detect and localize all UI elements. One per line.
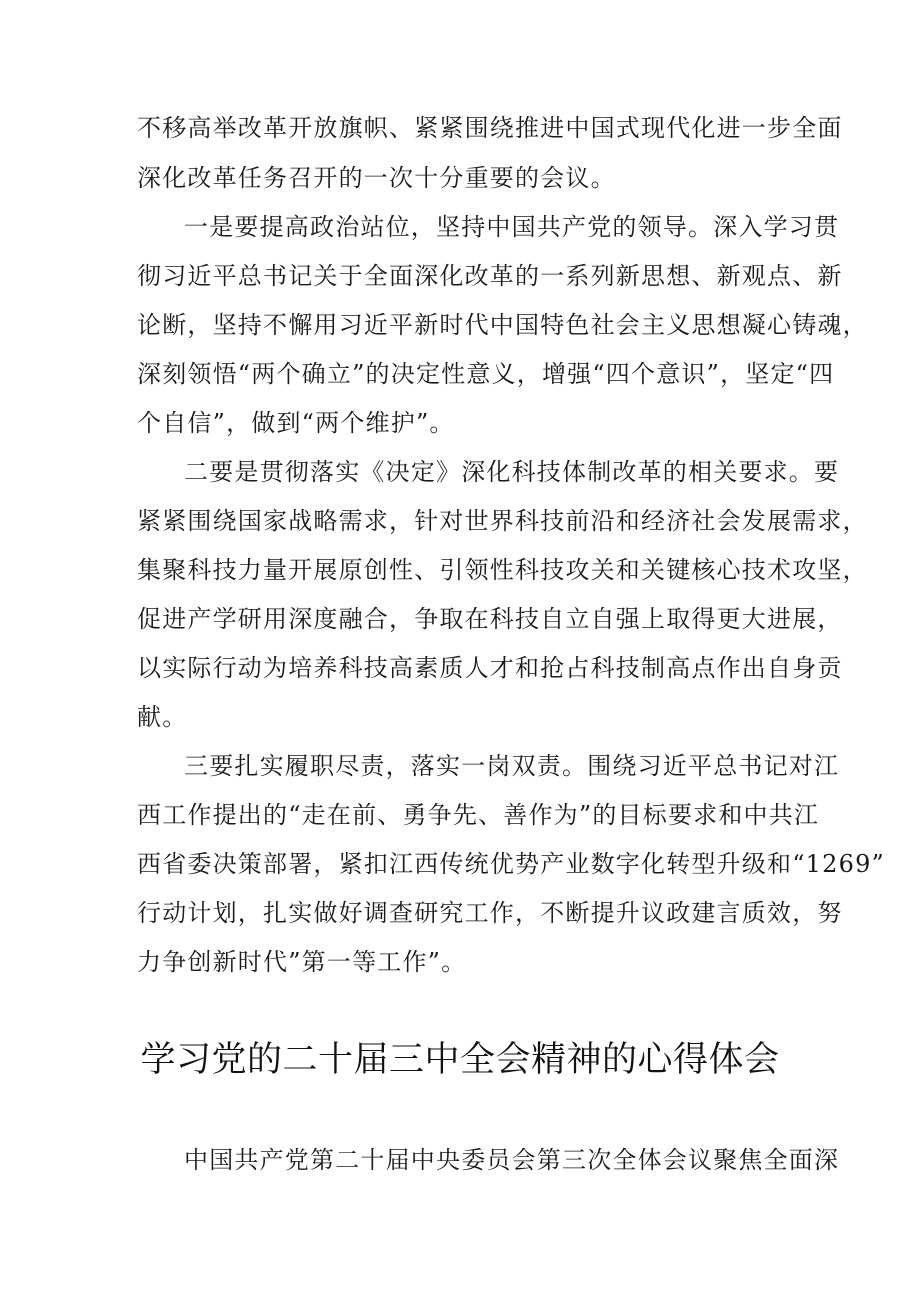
paragraph-line: 中国共产党第二十届中央委员会第三次全体会议聚焦全面深 xyxy=(184,1146,840,1174)
paragraph-line: 个自信”，做到“两个维护”。 xyxy=(137,409,455,437)
paragraph-line: 深刻领悟“两个确立”的决定性意义，增强“四个意识”，坚定“四 xyxy=(137,360,835,388)
paragraph-line: 行动计划，扎实做好调查研究工作，不断提升议政建言质效，努 xyxy=(137,899,843,927)
paragraph-line: 不移高举改革开放旗帜、紧紧围绕推进中国式现代化进一步全面 xyxy=(137,114,843,142)
paragraph-line: 二要是贯彻落实《决定》深化科技体制改革的相关要求。要 xyxy=(184,458,840,486)
paragraph-line: 西省委决策部署，紧扣江西传统优势产业数字化转型升级和“1269” xyxy=(137,850,886,878)
paragraph-line: 三要扎实履职尽责，落实一岗双责。围绕习近平总书记对江 xyxy=(184,752,840,780)
paragraph-line: 献。 xyxy=(137,703,188,731)
paragraph-line: 力争创新时代”第一等工作”。 xyxy=(137,948,467,976)
paragraph-line: 集聚科技力量开展原创性、引领性科技攻关和关键核心技术攻坚， xyxy=(137,556,868,584)
paragraph-line: 紧紧围绕国家战略需求，针对世界科技前沿和经济社会发展需求， xyxy=(137,507,868,535)
paragraph-line: 论断，坚持不懈用习近平新时代中国特色社会主义思想凝心铸魂， xyxy=(137,311,868,339)
paragraph-line: 西工作提出的“走在前、勇争先、善作为”的目标要求和中共江 xyxy=(137,801,820,829)
paragraph-line: 促进产学研用深度融合，争取在科技自立自强上取得更大进展， xyxy=(137,605,843,633)
section-title: 学习党的二十届三中全会精神的心得体会 xyxy=(140,1040,780,1080)
paragraph-line: 彻习近平总书记关于全面深化改革的一系列新思想、新观点、新 xyxy=(137,262,843,290)
paragraph-line: 深化改革任务召开的一次十分重要的会议。 xyxy=(137,164,616,192)
paragraph-line: 以实际行动为培养科技高素质人才和抢占科技制高点作出自身贡 xyxy=(137,654,843,682)
paragraph-line: 一是要提高政治站位，坚持中国共产党的领导。深入学习贯 xyxy=(184,213,840,241)
